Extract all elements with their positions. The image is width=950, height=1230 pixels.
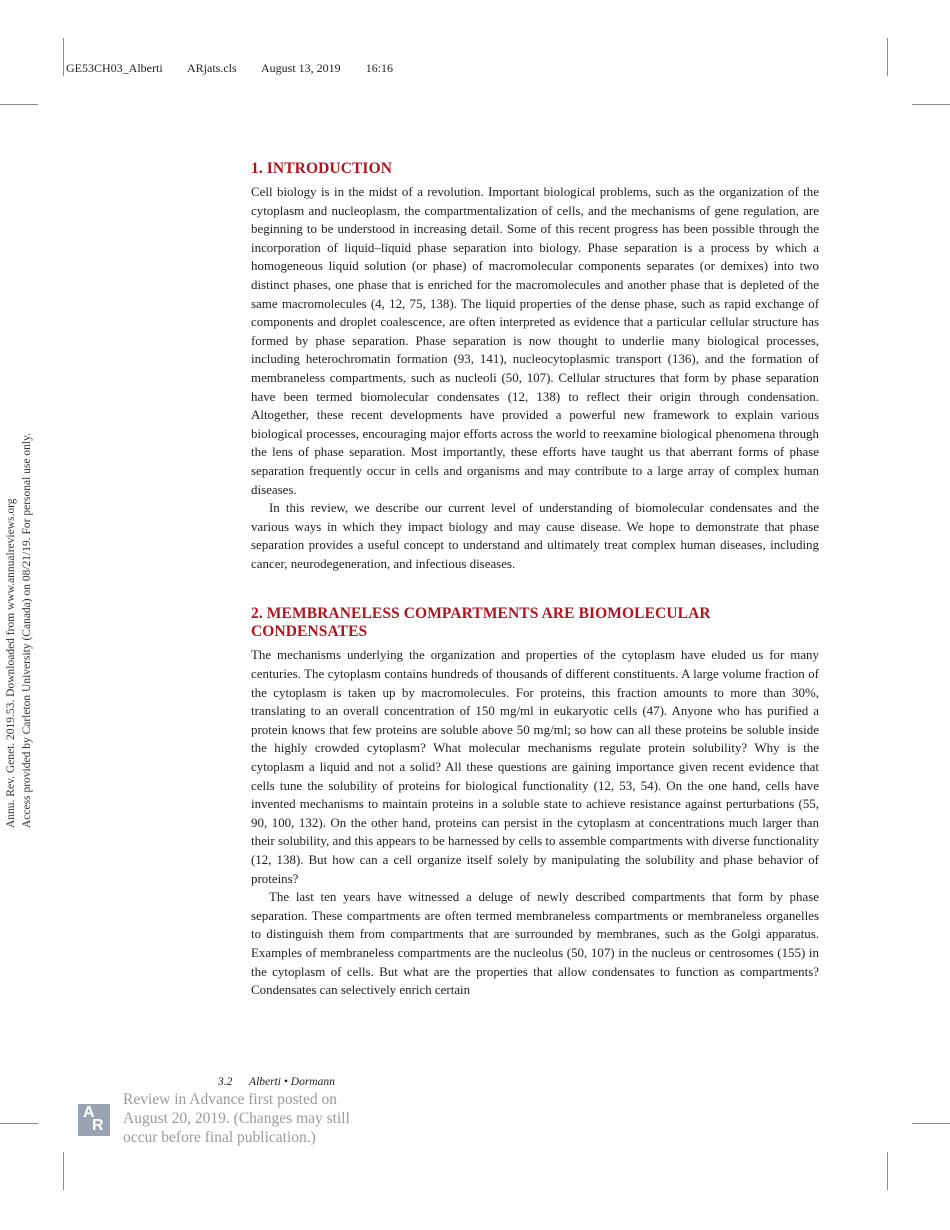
paragraph: The last ten years have witnessed a deluge of newly described compartments that form by phase separation. These compartments are often termed membraneless compartments or membraneless organelles to distinguish them from compartments that are surrounded by membranes, such as the Golgi apparatus. Examples of membraneless compartments are the nucleolus (50, 107) in the nucleus or centrosomes (155) in the cytoplasm of cells. But what are the properties that allow condensates to function as compartments? Condensates can selectively enrich certain (251, 889, 819, 998)
header-time: 16:16 (365, 61, 394, 75)
footer-authors: Alberti • Dormann (249, 1076, 335, 1088)
crop-mark (887, 38, 888, 76)
paragraph: Cell biology is in the midst of a revolution. Important biological problems, such as the organization of the cytoplasm and nucleoplasm, the compartmentalization of cells, and the mechanisms of gene regulation, are beginning to be understood in increasing detail. Some of this recent progress has been possible through the incorporation of liquid–liquid phase separation into biology. Phase separation is a process by which a homogeneous liquid solution (or phase) of macromolecular components separates (or demixes) into two distinct phases, one phase that is enriched for the macromolecules and another phase that is depleted of the same macromolecules (4, 12, 75, 138). The liquid properties of the dense phase, such as rapid exchange of components and droplet coalescence, are often interpreted as evidence that a particular cellular structure has formed by phase separation. Phase separation is now thought to underlie many biological processes, including heterochromatin formation (93, 141), nucleocytoplasmic transport (136), and the formation of membraneless compartments, such as nucleoli (50, 107). Cellular structures that form by phase separation have been termed biomolecular condensates (12, 138) to reflect their origin through condensation. Altogether, these recent developments have provided a powerful new framework to explain various biological processes, encouraging major efforts across the world to reexamine biological phenomena through the lens of phase separation. Most importantly, these efforts have taught us that aberrant forms of phase separation frequently occur in cells and organisms and may contribute to a large array of complex human diseases. (251, 184, 819, 497)
logo-letter-a: A (83, 1104, 95, 1121)
section-heading: 1. INTRODUCTION (251, 160, 393, 177)
class-file: ARjats.cls (187, 61, 237, 75)
article-body (251, 160, 819, 1000)
logo-letter-r: R (92, 1117, 104, 1134)
crop-mark (63, 38, 64, 76)
section-introduction (251, 160, 819, 573)
crop-mark (912, 104, 950, 105)
section-heading: 2. MEMBRANELESS COMPARTMENTS ARE BIOMOLECULAR CONDENSATES (251, 605, 711, 641)
section-membraneless-compartments (251, 605, 819, 999)
download-notice-line2: Access provided by Carleton University (Canada) on 08/21/19. For personal use only. (21, 433, 33, 828)
running-header (66, 61, 415, 76)
crop-mark (63, 1152, 64, 1190)
download-notice-line1: Annu. Rev. Genet. 2019.53. Downloaded from www.annualreviews.org (5, 498, 17, 828)
paragraph: The mechanisms underlying the organization and properties of the cytoplasm have eluded us for many centuries. The cytoplasm contains hundreds of thousands of different constituents. A large volume fraction of the cytoplasm is taken up by macromolecules. For proteins, this fraction amounts to more than 30%, translating to an overall concentration of 150 mg/ml in eukaryotic cells (47). Anyone who has purified a protein knows that few proteins are soluble above 50 mg/ml; so how can all these proteins be soluble inside the highly crowded cytoplasm? What molecular mechanisms regulate protein solubility? Why is the cytoplasm a liquid and not a solid? All these questions are gaining importance given recent evidence that cells tune the solubility of proteins for biological functionality (12, 53, 54). On the one hand, cells have invented mechanisms to maintain proteins in a soluble state to achieve resistance against perturbations (55, 90, 100, 132). On the other hand, proteins can persist in the cytoplasm at concentrations much larger than their solubility, and this appears to be harnessed by cells to assemble compartments with diverse functionality (12, 138). But how can a cell organize itself solely by manipulating the solubility and phase behavior of proteins? (251, 647, 819, 886)
annual-reviews-logo (78, 1104, 110, 1136)
download-notice (3, 408, 37, 828)
crop-mark (912, 1123, 950, 1124)
page-footer (218, 1076, 335, 1088)
review-in-advance-note: Review in Advance first posted on August 20, 2019. (Changes may still occur before final publication.) (123, 1091, 350, 1146)
crop-mark (0, 1123, 38, 1124)
page-number: 3.2 (218, 1076, 233, 1088)
paragraph: In this review, we describe our current level of understanding of biomolecular condensates and the various ways in which they impact biology and may cause disease. We hope to demonstrate that phase separation provides a useful concept to understand and ultimately treat complex human diseases, including cancer, neurodegeneration, and infectious diseases. (251, 500, 819, 571)
header-date: August 13, 2019 (261, 61, 341, 75)
crop-mark (887, 1152, 888, 1190)
article-id: GE53CH03_Alberti (66, 61, 163, 75)
crop-mark (0, 104, 38, 105)
